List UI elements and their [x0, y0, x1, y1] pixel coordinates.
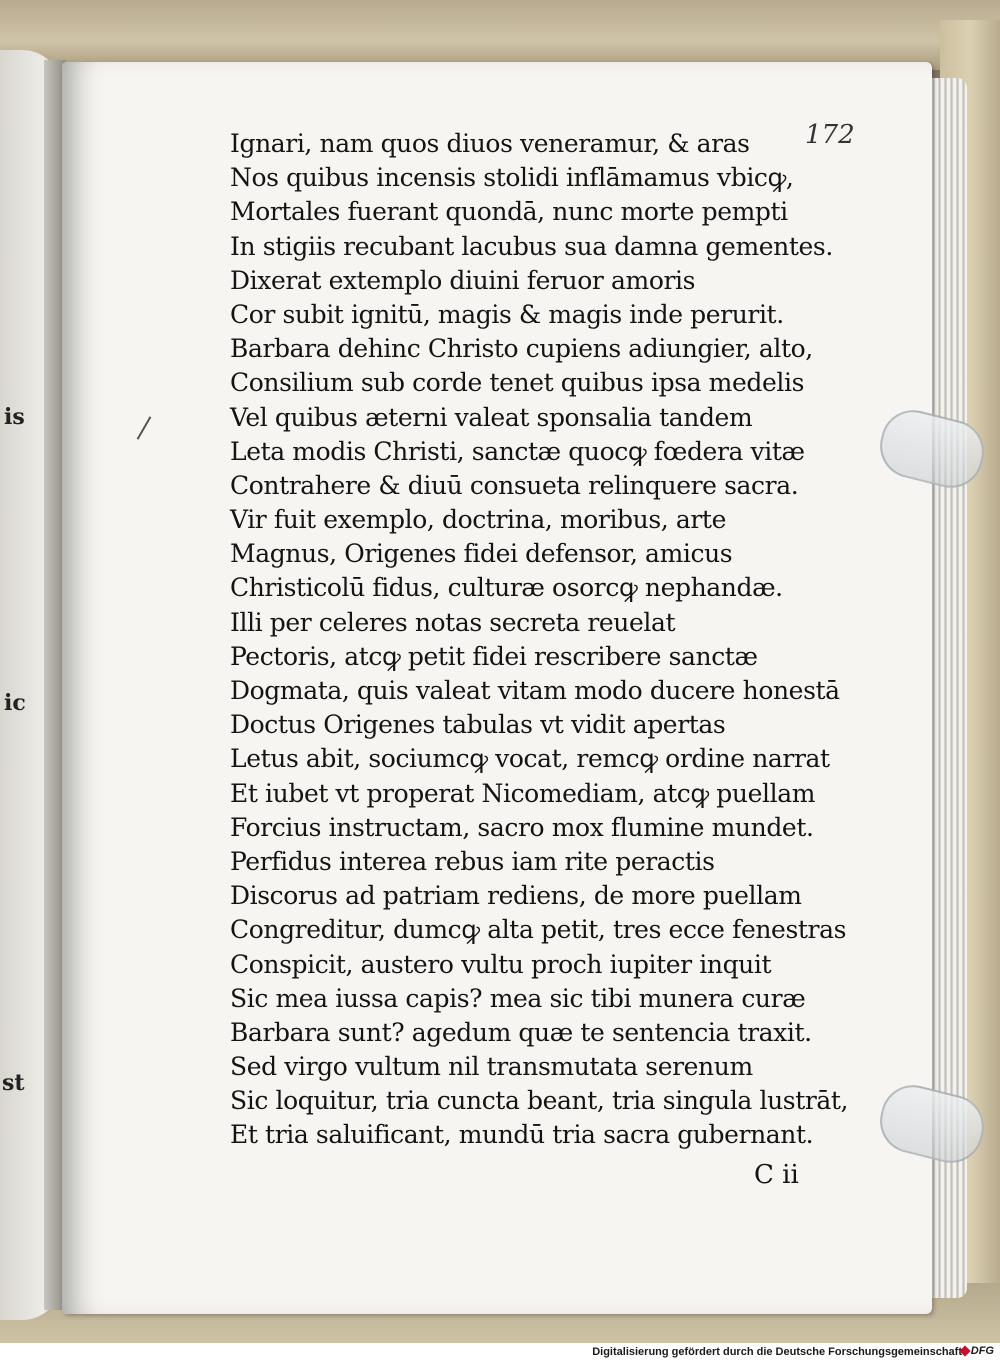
- dfg-logo: DFG: [961, 1345, 994, 1357]
- verse-line: Sic mea iussa capis? mea sic tibi munera curæ: [230, 983, 806, 1013]
- verse-line: Sed virgo vultum nil transmutata serenum: [230, 1052, 753, 1082]
- verse-line: Doctus Origenes tabulas vt vidit apertas: [230, 710, 726, 740]
- verse-line: Mortales fuerant quondā, nunc morte pempti: [230, 197, 788, 227]
- verse-line: Dogmata, quis valeat vitam modo ducere honestā: [230, 676, 840, 705]
- verse-line: Congreditur, dumcꝙ alta petit, tres ecce fenestras: [230, 915, 846, 945]
- verse-line: Barbara dehinc Christo cupiens adiungier, alto,: [230, 334, 813, 364]
- verse-line: Sic loquitur, tria cuncta beant, tria singula lustrāt,: [230, 1086, 849, 1116]
- verse-line: Dixerat extemplo diuini feruor amoris: [230, 265, 696, 295]
- left-page-fragment: is: [4, 404, 25, 430]
- verse-line: Pectoris, atcꝙ petit fidei rescribere sanctæ: [230, 641, 758, 671]
- footer-bar: [0, 1343, 1000, 1363]
- verse-line: Conspicit, austero vultu proch iupiter inquit: [230, 949, 772, 979]
- verse-line: Discorus ad patriam rediens, de more puellam: [230, 881, 802, 911]
- verse-line: Christicolū fidus, culturæ osorcꝙ nephandæ.: [230, 573, 783, 603]
- verse-line: Cor subit ignitū, magis & magis inde perurit.: [230, 299, 784, 329]
- verse-line: Illi per celeres notas secreta reuelat: [230, 607, 676, 637]
- verse-line: Vel quibus æterni valeat sponsalia tandem: [230, 402, 753, 432]
- verse-line: In stigiis recubant lacubus sua damna gementes.: [230, 231, 833, 261]
- signature-mark: C ii: [754, 1160, 799, 1190]
- verse-line: Perfidus interea rebus iam rite peractis: [230, 846, 715, 876]
- verse-line: Leta modis Christi, sanctæ quocꝙ fœdera vitæ: [230, 436, 805, 466]
- verse-line: Letus abit, sociumcꝙ vocat, remcꝙ ordine narrat: [230, 744, 830, 774]
- handwritten-folio-number: 172: [805, 120, 855, 150]
- verse-line: Vir fuit exemplo, doctrina, moribus, arte: [230, 505, 726, 535]
- verse-line: Contrahere & diuū consueta relinquere sacra.: [230, 470, 799, 500]
- verse-line: Magnus, Origenes fidei defensor, amicus: [230, 539, 733, 569]
- verse-line: Consilium sub corde tenet quibus ipsa medelis: [230, 368, 804, 398]
- verse-text-block: [230, 127, 890, 1153]
- funding-credit: Digitalisierung gefördert durch die Deutsche Forschungsgemeinschaft: [592, 1346, 962, 1358]
- verse-line: Et iubet vt properat Nicomediam, atcꝙ puellam: [230, 778, 816, 808]
- verse-line: Forcius instructam, sacro mox flumine mundet.: [230, 812, 814, 842]
- verse-line: Et tria saluificant, mundū tria sacra gubernant.: [230, 1120, 814, 1150]
- left-page-fragment: st: [2, 1070, 25, 1096]
- verse-line: Barbara sunt? agedum quæ te sentencia traxit.: [230, 1017, 812, 1047]
- verse-line: Ignari, nam quos diuos veneramur, & aras: [230, 129, 750, 158]
- book-cover-top: [0, 0, 1000, 70]
- left-page-fragment: ic: [4, 690, 26, 716]
- verse-line: Nos quibus incensis stolidi inflāmamus vbicꝙ,: [230, 163, 794, 193]
